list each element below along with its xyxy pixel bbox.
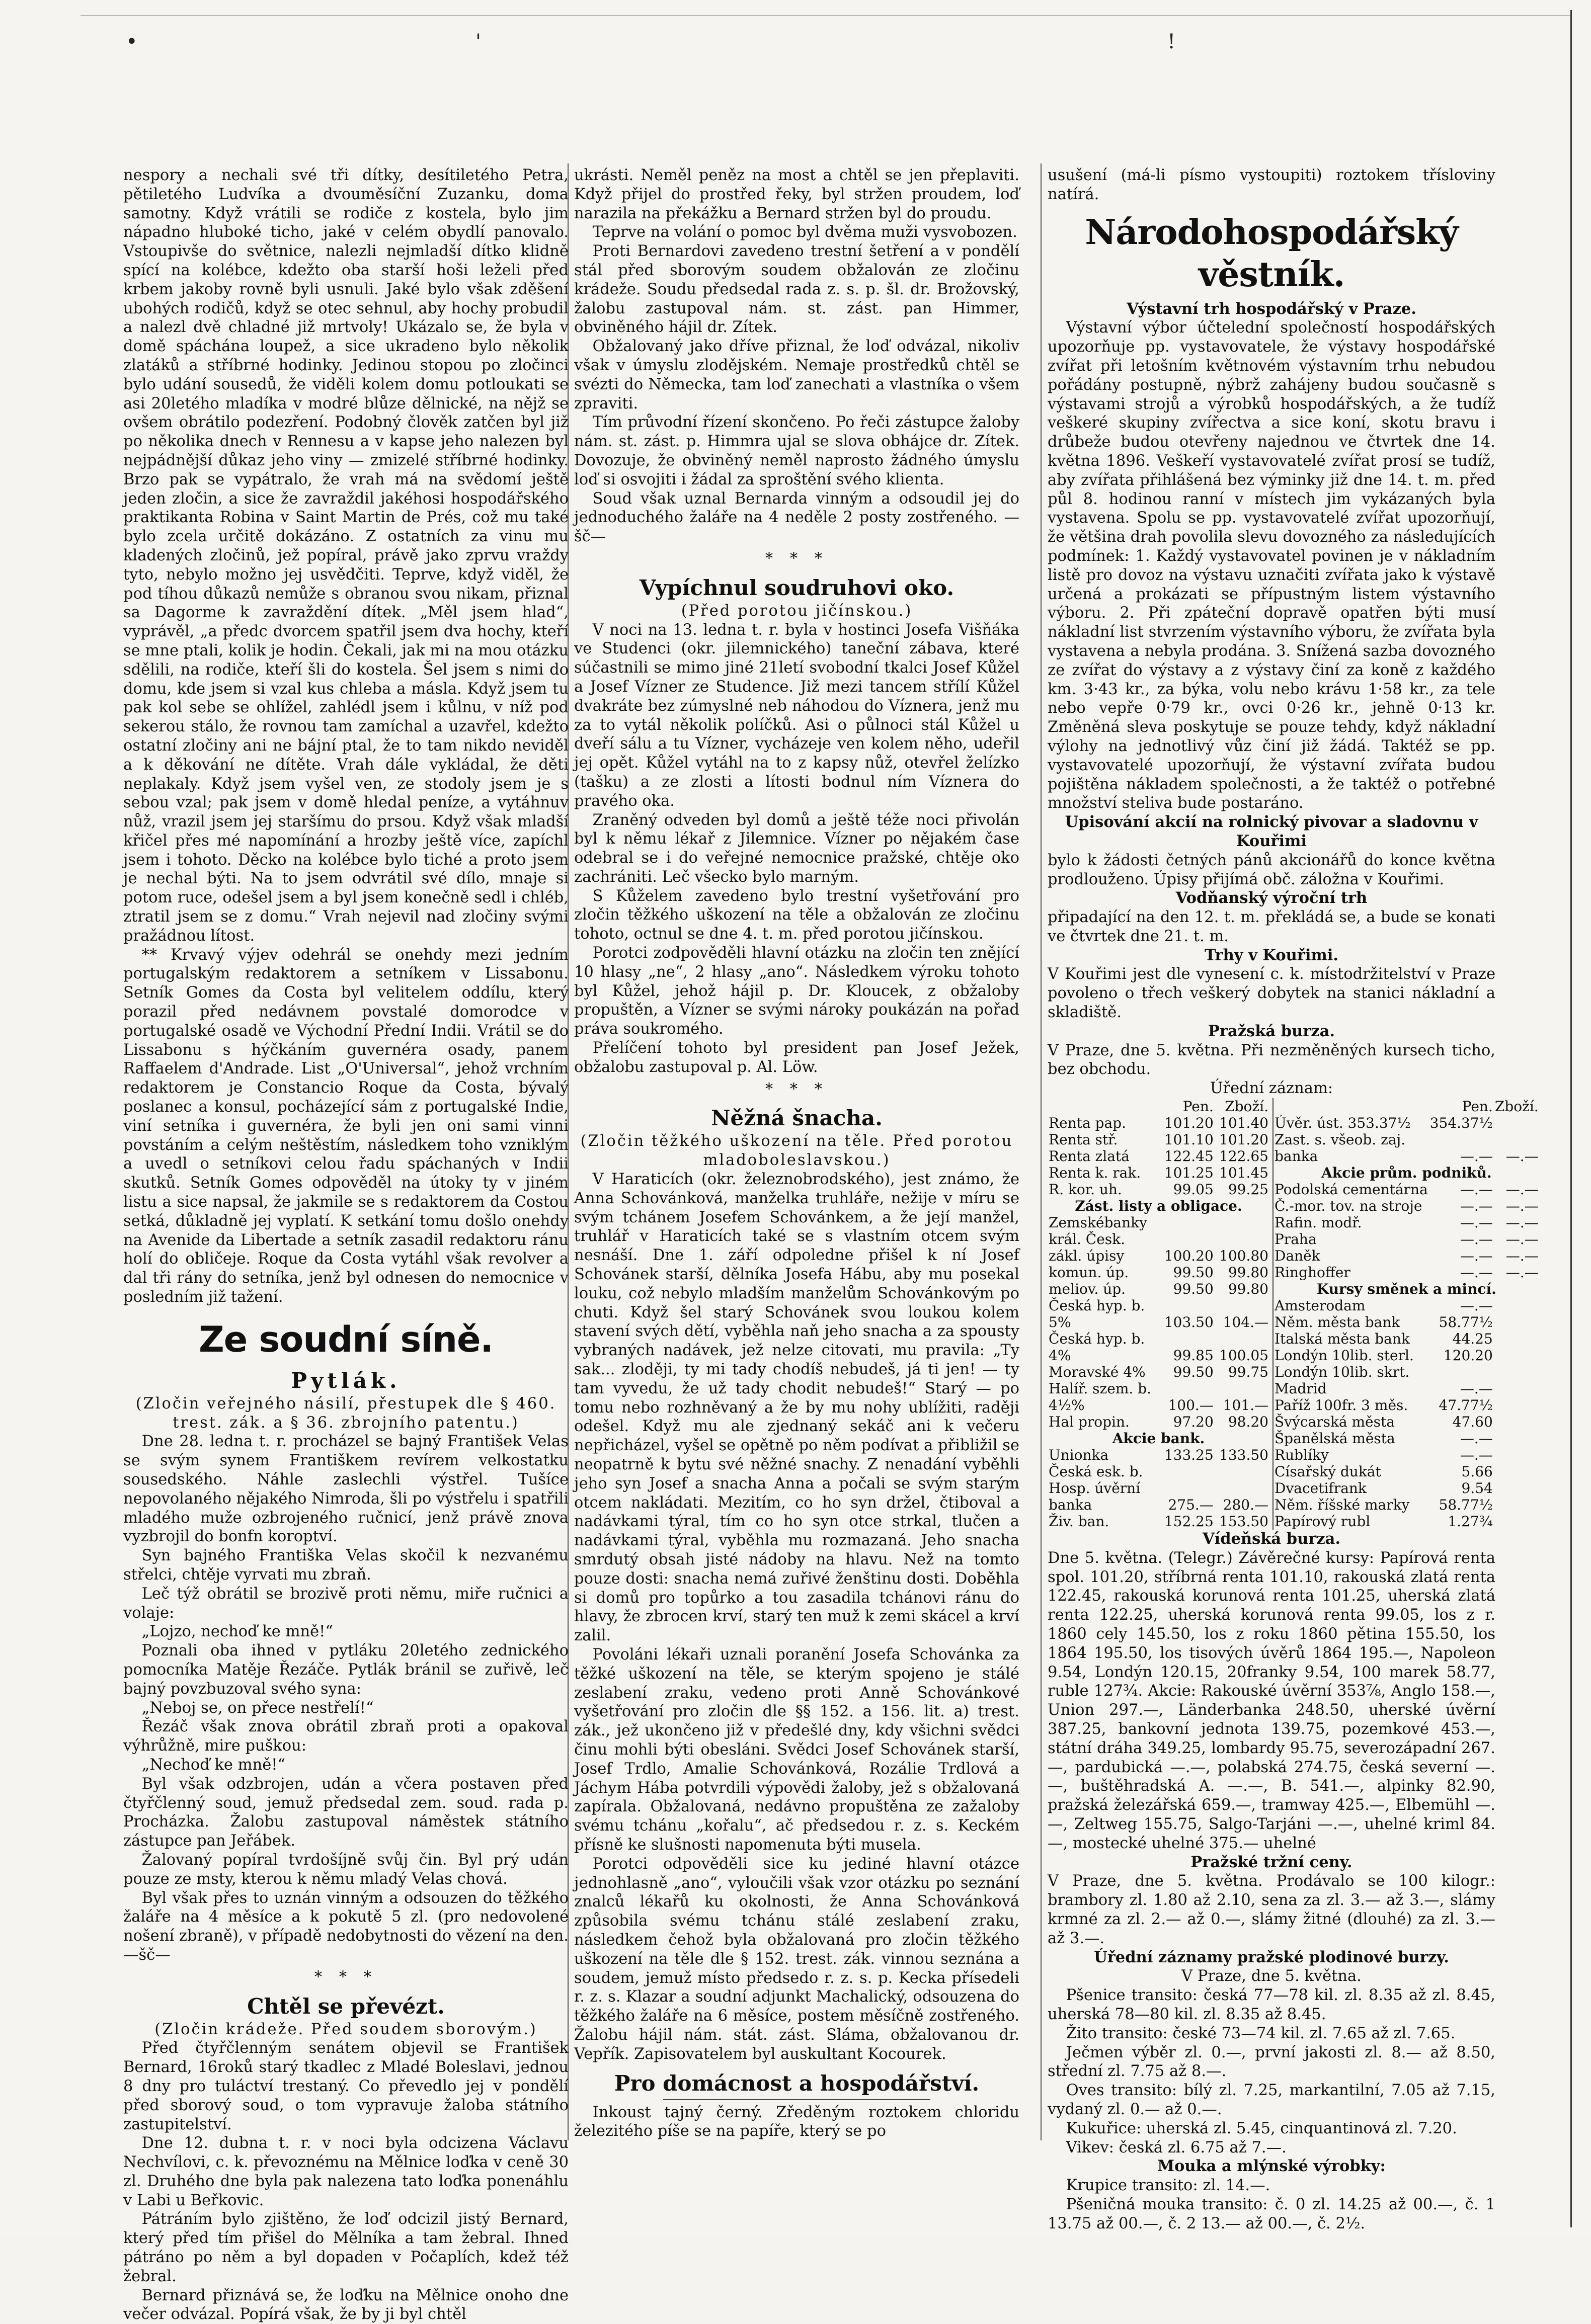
exchange-tables [1048, 1098, 1539, 1530]
paragraph: V Praze, dne 5. května. Prodávalo se 100 kilogr.: brambory zl. 1.80 až 2.10, sena za zl. 3.— až 3.—, slámy krmné za zl. 2.— až 0.—, slámy žitné (dlouhé) za zl. 3.— až 3.—. [1048, 1872, 1495, 1947]
table-row [1048, 1297, 1269, 1314]
table-cell: 100.05 [1219, 1347, 1268, 1364]
table-cell: —.— [1505, 1181, 1539, 1198]
table-cell: Akcie prům. podniků. [1321, 1165, 1492, 1182]
paragraph: Přelíčení tohoto byl president pan Josef Ježek, obžalobu zastupoval p. Al. Löw. [574, 1039, 1019, 1076]
table-cell: 133.25 [1164, 1447, 1214, 1464]
article-subheading: (Před porotou jičínskou.) [681, 602, 913, 620]
table-cell: 100.20 [1164, 1248, 1214, 1265]
table-row [1048, 1414, 1269, 1430]
table-cell [1494, 1414, 1540, 1430]
print-mark: ' [475, 30, 481, 53]
table-cell: —.— [1460, 1198, 1493, 1215]
table-cell: 101.45 [1219, 1165, 1268, 1182]
table-cell: 1.27¾ [1448, 1513, 1493, 1530]
table-cell: 4% [1049, 1347, 1071, 1364]
article-heading: Vypíchnul soudruhovi oko. [639, 575, 954, 600]
paragraph: Obžalovaný jako dříve přiznal, že loď odvázal, nikoliv však v úmyslu zlodějském. Nemaje prostředků chtěl se svézti do Německa, tam loď zanechati a vlastníka o všem zpraviti. [574, 338, 1019, 412]
rates-table [1274, 1098, 1540, 1530]
article-heading: Pražské tržní ceny. [1190, 1853, 1353, 1871]
table-row [1274, 1331, 1540, 1347]
table-cell: Kursy směnek a mincí. [1316, 1281, 1496, 1298]
paragraph: V Haraticích (okr. železnobrodského), jest známo, že Anna Schovánková, manželka truhláře, nežije v míru se svým tchánem Josefem Schovánkem, a že její manžel, truhlář v Haraticích také se s vlastním otcem svým nesnáší. Dne 1. září odpoledne přišel k ní Josef Schovánek starší, dělníka Josefa Hábu, aby mu posekal louku, což nebylo mladším manželům Schovánkovým po chuti. Když šel starý Schovánek svou loukou kolem stavení svých dětí, vyběhla naň jeho snacha a za spousty vybraných nadávek, jež nelze citovati, mu pravila: „Ty sak... zloději, ty mi tady chodíš nebudeš, já ti jen! — ty tam vyvedu, že už tady chodit nebudeš!“ Starý — po tomu nebo rozhněvaný a že by mu nohy ublížiti, raději odešel. Když mu ale zjednaný sekáč ani k večeru nepřicházel, vyšel se opětně po něm podívat a přibližil se neopatrně k bytu své něžné snachy. Z nenadání vyběhli jeho syn Josef a snacha Anna a počali se svým starým otcem nakládati. Mezitím, co ho syn držel, čtiboval a nadávkami týral, tím co ho syn otce strkal, tlučen a nadávkami týral, vyběhla mu rozmazaná. Jeho snacha smrdutý obsah jisté nádoby na hlavu. Než na tomto pouze dosti: snacha nemá zuřivé ženštinu dosti. Doběhla si domů pro topůrko a tou zasadila tchánovi ránu do hlavy, že zbrocen krví, starý ten muž k zemi skácel a krví zalil. [574, 1171, 1019, 1645]
table-cell: 133.50 [1219, 1447, 1268, 1464]
paragraph: Byl však přes to uznán vinným a odsouzen do těžkého žaláře na 4 měsíce a k pokutě 5 zl. (pro nedovolené nošení zbraně), v případě nedobytnosti do vězení na den. —šč— [123, 1889, 569, 1964]
article-subheading: (Zločin krádeže. Před soudem sborovým.) [154, 2020, 537, 2038]
table-cell [1215, 1463, 1269, 1480]
table-cell: R. kor. uh. [1049, 1181, 1122, 1198]
paragraph: „Neboj se, on přece nestřelí!“ [141, 1699, 374, 1717]
table-row [1274, 1248, 1540, 1264]
paragraph: ukrásti. Neměl peněz na most a chtěl se jen přeplaviti. Když přijel do prostřed řeky, byl stržen proudem, loď narazila na překážku a Bernard stržen byl do proudu. [574, 167, 1019, 222]
table-row [1048, 1264, 1269, 1281]
table-cell: 97.20 [1173, 1414, 1214, 1431]
table-cell: 101.20 [1164, 1115, 1214, 1132]
section-heading: Národohospodářský věstník. [1085, 212, 1458, 295]
table-cell: banka [1275, 1148, 1318, 1165]
table-row [1048, 1115, 1269, 1131]
paragraph: Dne 5. května. (Telegr.) Závěrečné kursy: Papírová renta spol. 101.20, stříbrná renta 101.10, rakouská zlatá renta 122.45, rakouská korunová renta 101.25, uherská zlatá renta 122.25, uherská korunová renta 99.05, los z r. 1860 cely 145.50, los z roku 1860 pětina 155.50, los 1864 195.50, los tisových úvěrů 1864 195.—, Napoleon 9.54, Londýn 120.15, 20franky 9.54, 100 marek 58.77, ruble 127¾. Akcie: Rakouské úvěrní 353⅞, Anglo 158.—, Union 297.—, Länderbanka 248.50, uherské úvěrní 387.25, bankovní jednota 139.75, pozemkové 453.—, státní dráha 349.25, lombardy 95.75, severozápadní 267.—, pardubická —.—, polabská 274.75, česká severní —.—, buštěhradská A. —.—, B. 541.—, alpinky 82.90, pražská železářská 659.—, tramway 425.—, Elbemühl —.—, Zeltweg 155.75, Salgo-Tarjáni —.—, uhelné kriml 84.—, mostecké uhelné 375.— uhelné [1048, 1549, 1495, 1852]
table-cell: Paříž 100fr. 3 měs. [1275, 1397, 1408, 1414]
table-cell [1429, 1364, 1494, 1380]
table-cell: 5.66 [1461, 1463, 1493, 1480]
table-cell: Česká esk. b. [1049, 1463, 1143, 1480]
table-cell [1494, 1463, 1540, 1480]
table-cell: Něm. říšské marky [1275, 1497, 1410, 1514]
table-cell [1160, 1463, 1215, 1480]
table-cell: 101.20 [1219, 1131, 1268, 1148]
table-row [1274, 1214, 1540, 1231]
table-cell: zákl. úpisy [1049, 1248, 1125, 1265]
table-row [1048, 1181, 1269, 1198]
table-row [1274, 1281, 1540, 1297]
paragraph: Výstavní výbor účtelední společností hospodářských upozorňuje pp. vystavovatele, že výstavy hospodářské zvířat při letošním květnovém výstavním trhu nebudou pořádány postupně, nýbrž zahájeny budou současně s výstavami strojů a výrobků hospodářských, a že tudíž veškeré skupiny zvířectva a sice koní, skotu bravu i drůbeže budou otevřeny najednou ve čtvrtek dne 14. května 1896. Veškeří vystavovatelé zvířat prosí se tudíž, aby zvířata přihlášená bez výminky již dne 14. t. m. před půl 8. hodinou ranní v místech jim vykázaných byla vystavena. Spolu se pp. vystavovatelé zvířat upozorňují, že většina drah povolila slevu dovozného za následujících podmínek: 1. Každý vystavovatel povinen je v nákladním listě pro dovoz na výstavu uznačiti zvířata jako k výstavě určená a prokázati se přípustným listem výstavního výboru. 2. Při zpáteční dopravě opatřen býti musí nákladní list stvrzením výstavního výboru, že zvířata byla vystavena a nebyla prodána. 3. Snížená sazba dovozného ze zvířat do výstavy a z výstavy činí za koně z každého km. 3·43 kr., za býka, volu nebo krávu 1·58 kr., za tele nebo vepře 0·79 kr., ovci 0·26 kr., jehně 0·13 kr. Změněná sleva poskytuje se pouze tehdy, když nákladní výlohy na jednotlivý vůz činí již žádá. Taktéž se pp. vystavovatelé upozorňují, že výstavní zvířata budou pojištěna nákladem společnosti, a že taktéž o potřebné množství steliva bude postaráno. [1048, 319, 1495, 812]
paragraph: Žalovaný popíral tvrdošíjně svůj čin. Byl prý udán pouze ze msty, kterou k němu mladý Velas chová. [123, 1851, 569, 1888]
table-cell: Amsterodam [1275, 1297, 1366, 1314]
table-cell: Italská města bank [1275, 1331, 1410, 1348]
table-cell: 280.— [1223, 1497, 1268, 1514]
table-cell: Živ. ban. [1049, 1513, 1109, 1530]
table-row [1048, 1214, 1269, 1231]
paragraph: „Lojzo, nechoď ke mně!“ [141, 1623, 333, 1641]
table-cell: 122.65 [1219, 1148, 1268, 1165]
table-row [1048, 1497, 1269, 1513]
paragraph: bylo k žádosti četných pánů akcionářů do konce května prodlouženo. Úpisy přijímá obč. záložna v Kouřimi. [1048, 851, 1495, 888]
column-rule [1041, 163, 1042, 2140]
table-cell [1494, 1497, 1540, 1513]
table-cell [1494, 1480, 1540, 1497]
table-cell: 120.20 [1443, 1347, 1493, 1364]
table-cell: Renta k. rak. [1049, 1165, 1141, 1182]
paragraph: Leč týž obrátil se brozivě proti němu, miře ručnici a volaje: [123, 1585, 569, 1622]
table-cell [1215, 1380, 1269, 1397]
table-cell: —.— [1505, 1264, 1539, 1281]
table-cell: 101.— [1223, 1397, 1268, 1414]
table-cell [1494, 1347, 1540, 1364]
paragraph: Porotci odpověděli sice ku jediné hlavní otázce jednohlasně „ano“, vyloučili však vzor otázku po seznání znalců lékařů ku okolnosti, že Anna Schovánková způsobila svému tchánu stálé zeslabení zraku, následkem čehož byla obžalovaná pro zločin těžkého uškození na těle dle § 152. trest. zák. vinnou seznána a soudem, jemuž místo předsedo r. z. s. p. Kecka přísedeli r. z. s. Klazar a soudní adjunkt Machalický, odsouzena do těžkého žaláře na 6 měsíce, postem měsíčně zostřeného. Žalobu hájil nám. stát. zást. Sláma, obžalovanou dr. Vepřík. Zapisovatelem byl auskultant Kocourek. [574, 1855, 1019, 2063]
print-mark: • [126, 30, 138, 53]
table-cell: Halíř. szem. b. [1049, 1380, 1151, 1397]
table-cell: 354.37½ [1429, 1115, 1493, 1132]
paragraph: ** Krvavý výjev odehrál se onehdy mezi jedním portugalským redaktorem a setníkem v Lissabonu. Setník Gomes da Costa byl velitelem oddílu, který porazil před nedávnem povstalé domorodce v portugalské osadě ve Východní Přední Indii. Vrátil se do Lissabonu s hýčkáním guvernéra osady, panem Raffaelem d'Andrade. List „O'Universal“, jehož vrchním redaktorem je Constancio Roque da Costa, bývalý poslanec a konsul, pocházející sám z portugalské Indie, viní setníka i guvernéra, že byli jen oni sami vinni povstáním a celým neštěstím, následkem toho vzniklým a uvedl o setníkovi celou řadu spáchaných v Indii skutků. Setník Gomes odpověděl na útoky ty v jiném listu a sice napsal, že jakmile se s redaktorem da Costou setká, důkladně jej vyplatí. K setkání tomu došlo onehdy na Avenide da Libertade a setník zasadil redaktoru ránu holí do obličeje. Roque da Costa vytáhl však revolver a dal tři rány do setníka, jenž byl odnesen do nemocnice v posledním již tažení. [123, 946, 569, 1306]
table-row [1048, 1463, 1269, 1480]
table-row [1048, 1165, 1269, 1181]
separator-stars: * * * [314, 1968, 378, 1986]
paragraph: Soud však uznal Bernarda vinným a odsoudil jej do jednoduchého žaláře na 4 neděle 2 posty zostřeného. —šč— [574, 489, 1019, 546]
table-cell: meliov. úp. [1049, 1281, 1126, 1298]
table-cell: Císařský dukát [1275, 1463, 1381, 1480]
section-heading: Ze soudní síně. [198, 1318, 494, 1360]
paragraph: Řezáč však znova obrátil zbraň proti a opakoval výhrůžně, mire puškou: [123, 1718, 569, 1755]
table-cell: 58.77½ [1439, 1314, 1493, 1331]
table-cell [1494, 1397, 1540, 1414]
table-cell: 99.80 [1228, 1281, 1268, 1298]
exchange-table-left [1048, 1098, 1269, 1530]
table-caption: Úřední záznam: [1210, 1080, 1333, 1098]
table-cell: Madrid [1275, 1380, 1327, 1397]
table-row [1274, 1463, 1540, 1480]
table-row [1274, 1430, 1540, 1447]
table-cell: 122.45 [1164, 1148, 1214, 1165]
separator-stars: * * * [765, 1080, 829, 1098]
table-cell [1494, 1447, 1540, 1463]
separator-stars: * * * [765, 549, 829, 567]
table-cell: Č.-mor. tov. na stroje [1275, 1198, 1422, 1215]
table-cell: král. Česk. [1049, 1231, 1126, 1248]
table-cell: 152.25 [1164, 1513, 1214, 1530]
table-cell: 99.50 [1173, 1281, 1214, 1298]
table-row [1274, 1480, 1540, 1497]
table-row [1048, 1198, 1269, 1214]
paragraph: Zraněný odveden byl domů a ještě téže noci přivolán byl k němu lékař z Jilemnice. Vízner po nějakém čase odebral se i do veřejné nemocnice pražské, chtěje oko zachrániti. Leč všecko bylo marným. [574, 811, 1019, 886]
article-heading: Pytlák. [291, 1368, 401, 1393]
table-cell: Španělská města [1275, 1430, 1395, 1447]
table-cell: Rublíky [1275, 1447, 1329, 1464]
table-cell: 99.50 [1173, 1364, 1214, 1381]
article-heading: Upisování akcií na rolnický pivovar a sladovnu v Kouřimi [1065, 813, 1478, 850]
paragraph: Dne 28. ledna t. r. procházel se bajný František Velas se svým synem Františkem revírem velkostatku sousedského. Náhle zaslechli výstřel. Tušíce nepovolaného nějakého Nimroda, šli po výstřelu i spatřili mladého muže ozbrojeného ručnicí, jenž právě znova vyzbrojil do bonfn koroptví. [123, 1433, 569, 1546]
table-cell: 99.50 [1173, 1264, 1214, 1281]
table-cell: 104.— [1223, 1314, 1268, 1331]
article-heading: Trhy v Kouřimi. [1205, 946, 1338, 964]
table-cell: —.— [1460, 1214, 1493, 1231]
table-cell [1215, 1231, 1269, 1248]
table-cell: Zemskébanky [1049, 1214, 1147, 1231]
table-cell: Úvěr. úst. 353.37½ [1275, 1115, 1411, 1132]
table-cell [1429, 1131, 1494, 1148]
table-row [1274, 1314, 1540, 1331]
table-cell: 99.80 [1228, 1264, 1268, 1281]
table-cell: 153.50 [1219, 1513, 1268, 1530]
table-cell [1215, 1297, 1269, 1314]
table-row [1274, 1165, 1540, 1181]
table-cell: Londýn 10lib. sterl. [1275, 1347, 1414, 1364]
table-cell: 9.54 [1461, 1480, 1493, 1497]
table-row [1274, 1264, 1540, 1281]
table-row [1048, 1231, 1269, 1248]
paragraph: usušení (má-li písmo vystoupiti) roztokem třísloviny natírá. [1048, 167, 1495, 203]
table-cell: 103.50 [1164, 1314, 1214, 1331]
paragraph: V noci na 13. ledna t. r. byla v hostinci Josefa Višňáka ve Studenci (okr. jilemnického) taneční zábava, které súčastnili se mimo jiné 21letí svobodní tkalci Josef Kůžel a Josef Vízner ze Studence. Již mezi tancem střílí Kůžel dvakráte bez zúmyslné neb náhodou do Víznera, jenž mu za to vytál několik políčků. Asi o půlnoci stál Kůžel u dveří sálu a tu Vízner, vycházeje ven kolem něho, udeřil jej opět. Kůžel vytáhl na to z kapsy nůž, otevřel želízko (tašku) a ze zlosti a lítosti bodnul ním Víznera do pravého oka. [574, 621, 1019, 810]
table-cell: Hosp. úvěrní [1049, 1480, 1141, 1497]
table-cell: Moravské 4% [1049, 1364, 1146, 1381]
table-cell: 99.25 [1228, 1181, 1268, 1198]
paragraph: Porotci zodpověděli hlavní otázku na zločin ten znějící 10 hlasy „ne“, 2 hlasy „ano“. Následkem výroku tohoto byl Kůžel, jehož hájil p. Dr. Kloucek, z obžaloby propuštěn, a Vízner se svými nároky poukázán na pořad práva soukromého. [574, 944, 1019, 1038]
article-heading: Výstavní trh hospodářský v Praze. [1127, 299, 1416, 318]
table-row [1274, 1397, 1540, 1414]
table-header-row [1048, 1098, 1269, 1115]
table-cell: komun. úp. [1049, 1264, 1129, 1281]
paragraph: připadající na den 12. t. m. překládá se, a bude se konati ve čtvrtek dne 21. t. m. [1048, 908, 1495, 945]
table-cell [1494, 1380, 1540, 1397]
table-cell: 58.77½ [1439, 1497, 1493, 1514]
article-subheading: (Zločin těžkého uškození na těle. Před porotou mladoboleslavskou.) [580, 1132, 1013, 1170]
table-cell: Dvacetifrank [1275, 1480, 1367, 1497]
table-row [1048, 1347, 1269, 1364]
table-row [1048, 1480, 1269, 1497]
table-cell [1494, 1331, 1540, 1347]
paragraph: Krupice transito: zl. 14.—. [1066, 2177, 1270, 2195]
paragraph: Pšenice transito: česká 77—78 kil. zl. 8.35 až zl. 8.45, uherská 78—80 kil. zl. 8.35 až 8.45. [1048, 1986, 1495, 2023]
table-cell: —.— [1505, 1248, 1539, 1265]
table-cell: —.— [1460, 1264, 1493, 1281]
table-cell: 99.05 [1173, 1181, 1214, 1198]
article-heading: Úřední záznamy pražské plodinové burzy. [1094, 1948, 1449, 1966]
article-heading: Něžná šnacha. [711, 1106, 883, 1131]
column-header: Pen. [1462, 1098, 1493, 1115]
paragraph: Bernard přiznává se, že loďku na Mělnice onoho dne večer odvázal. Popírá však, že by ji byl chtěl [123, 2286, 569, 2323]
table-cell [1160, 1331, 1215, 1347]
table-row [1274, 1198, 1540, 1214]
table-cell: Ringhoffer [1275, 1264, 1350, 1281]
table-row [1274, 1181, 1540, 1198]
table-row [1048, 1380, 1269, 1397]
paragraph: V Praze, dne 5. května. [1181, 1967, 1362, 1985]
paragraph: Proti Bernardovi zavedeno trestní šetření a v pondělí stál před sborovým soudem obžalován ze zločinu krádeže. Soudu předsedal rada z. s. p. šl. dr. Brožovský, žalobu zastupoval nám. st. zást. pan Himmer, obviněného hájil dr. Zítek. [574, 242, 1019, 337]
table-cell: 100.80 [1219, 1248, 1268, 1265]
table-cell [1494, 1513, 1540, 1530]
table-header-row [1274, 1098, 1540, 1115]
article-subheading: (Zločin veřejného násilí, přestupek dle § 460. trest. zák. a § 36. zbrojního patentu.) [135, 1394, 556, 1432]
table-row [1048, 1314, 1269, 1331]
column-1 [123, 166, 569, 2323]
table-cell: —.— [1505, 1231, 1539, 1248]
table-row [1048, 1430, 1269, 1447]
table-cell: Unionka [1049, 1447, 1109, 1464]
table-cell: Česká hyp. b. [1049, 1331, 1145, 1348]
table-cell [1494, 1314, 1540, 1331]
table-cell: 99.85 [1173, 1347, 1214, 1364]
paragraph: Vikev: česká zl. 6.75 až 7.—. [1066, 2138, 1287, 2156]
paragraph: Oves transito: bílý zl. 7.25, markantilní, 7.05 až 7.15, vydaný zl. 0.— až 0.—. [1048, 2082, 1495, 2118]
table-cell: —.— [1505, 1148, 1539, 1165]
table-cell: —.— [1460, 1231, 1493, 1248]
table-row [1274, 1297, 1540, 1314]
table-cell: Renta pap. [1049, 1115, 1126, 1132]
paragraph: nespory a nechali své tři dítky, desítiletého Petra, pětiletého Ludvíka a dvouměsíční Zuzanku, doma samotny. Když vrátili se rodiče z kostela, bylo jim nápadno hluboké ticho, jaké v celém obydlí panovalo. Vstoupivše do světnice, nalezli nejmladší dítko klidně spící na kolébce, kdežto oba starší hoši leželi před krbem jakoby rovně byli usnuli. Jaké bylo však zděšení ubohých rodičů, když se otec sehnul, aby hochy probudil a nalezl dvě chladné již mrtvoly! Ukázalo se, že byla v domě spáchána loupež, a sice ukradeno bylo několik zlatáků a stříbrné hodinky. Jedinou stopou po zločinci bylo udání sousedů, že viděli kolem domu potloukati se asi 20letého mladíka v modré blůze dělnické, na nějž se ovšem obrátilo podezření. Podobný člověk zatčen byl již po několika dnech v Rennesu a v kapse jeho nalezen byl nejpádnější důkaz jeho viny — zmizelé stříbrné hodinky. Brzo pak se vypátralo, že vrah má na svědomí ještě jeden zločin, a sice že zavraždil jakéhosi hospodářského praktikanta Robina v Saint Martin de Prés, což mu také bylo zcela určitě dokázáno. Z ostatních za vinu mu kladených zločinů, jež popíral, právě jako zprvu vraždy tyto, nebylo možno jej usvědčiti. Teprve, když viděl, že pod tíhou důkazů nemůže s obranou svou nikam, přiznal sa Dagorme k zavraždění dítek. „Měl jsem hlad“, vyprávěl, „a předc dvorcem spatřil jsem dva hochy, kteří se mne ptali, kolik je hodin. Čekali, jak mi na mou otázku sdělili, na rodiče, kteří šli do kostela. Šel jsem s nimi do domu, kde jsem si vzal kus chleba a másla. Když jsem tu pak kol sebe se ohlížel, zahlédl jsem i kůlnu, v níž pod sekerou stálo, že rovnou tam zamíchal a uzavřel, kdežto ostatní zločiny ani ne bájní ptal, že to tam nikdo neviděl a k děkování ne dítěte. Vrah dále vykládal, že děti neplakaly. Když jsem vyšel ven, ze stodoly jsem je s sebou vzal; pak jsem v domě hledal peníze, a vytáhnuv nůž, vrazil jsem jej staršímu do prsou. Když však mladší křičel přes mé napomínání a hrozby ještě více, zapíchl jsem i tohoto. Děcko na kolébce bylo tiché a proto jsem je nechal býti. Na to jsem odvrátil své dílo, mnaje si potom ruce, odešel jsem a byl jsem konečně sedl i chléb, ztratil jsem se z domu.“ Vrah nejevil nad zločiny svými pražádnou lítost. [123, 167, 569, 945]
table-cell: Zást. listy a obligace. [1075, 1198, 1242, 1215]
paragraph: Inkoust tajný černý. Zředěným roztokem chloridu železitého píše se na papíře, který se po [574, 2103, 1019, 2140]
column-header: Pen. [1182, 1098, 1214, 1115]
paragraph: Dne 12. dubna t. r. v noci byla odcizena Václavu Nechvílovi, c. k. převoznému na Mělnice loďka v ceně 30 zl. Druhého dne byla pak nalezena tato loďka ponenáhlu v Labi u Beřkovic. [123, 2134, 569, 2209]
table-cell: 5% [1049, 1314, 1071, 1331]
table-row [1274, 1497, 1540, 1513]
table-cell: Česká hyp. b. [1049, 1297, 1145, 1314]
table-cell: Zast. s. všeob. zaj. [1275, 1131, 1406, 1148]
table-cell: 101.40 [1219, 1115, 1268, 1132]
column-header: Zboží. [1225, 1098, 1268, 1115]
page-right-edge [1570, 10, 1577, 2227]
paragraph: Pátráním bylo zjištěno, že loď odcizil jistý Bernard, který před tím přišel do Mělníka a tam žebral. Ihned pátráno po něm a byl dopaden v Počaplích, kdež též žebral. [123, 2210, 569, 2285]
table-cell: —.— [1460, 1430, 1493, 1447]
table-cell [1494, 1131, 1540, 1148]
table-cell: Podolská cementárna [1275, 1181, 1428, 1198]
table-cell: —.— [1460, 1148, 1493, 1165]
table-cell: —.— [1505, 1198, 1539, 1215]
paragraph: Kukuřice: uherská zl. 5.45, cinquantinová zl. 7.20. [1066, 2119, 1457, 2137]
table-row [1274, 1148, 1540, 1165]
paragraph: S Kůželem zavedeno bylo trestní vyšetřování pro zločin těžkého uškození na těle a obžalován ze zločinu tohoto, octnul se dne 4. t. m. před porotou jičínskou. [574, 887, 1019, 943]
exchange-table-right [1272, 1098, 1539, 1530]
paragraph: Žito transito: české 73—74 kil. zl. 7.65 až zl. 7.65. [1066, 2024, 1456, 2042]
table-cell [1494, 1430, 1540, 1447]
table-cell [1494, 1115, 1540, 1131]
paragraph: Povoláni lékaři uznali poranění Josefa Schovánka za těžké uškození na těle, se kterým spojeno je stálé zeslabení zraku, vedeno proti Anně Schovánkové vyšetřování pro zločin dle §§ 152. a 156. lit. a) trest. zák., jež ukončeno již v předešlé dny, kdy všichni svědci činu mohli býti obesláni. Svědci Josef Schovánek starší, Josef Trdlo, Amalie Schovánková, Rozálie Trdlová a Jáchym Hába potvrdili výpovědi žaloby, jež s obžalovaná zapírala. Obžalovaná, nedávno propuštěna ze zažaloby svému tchánu „kořalu“, ač předsedou r. z. s. Keckém přísně ke slušnosti napomenuta býti musela. [574, 1645, 1019, 1854]
table-cell: —.— [1460, 1297, 1493, 1314]
paragraph: „Nechoď ke mně!“ [141, 1756, 286, 1774]
article-heading: Chtěl se převézt. [247, 1994, 445, 2019]
paragraph: Pšeničná mouka transito: č. 0 zl. 14.25 až 00.—, č. 1 13.75 až 00.—, č. 2 13.— až 00.—, č. 2½. [1048, 2195, 1495, 2232]
table-row [1048, 1131, 1269, 1148]
table-row [1274, 1380, 1540, 1397]
table-cell: 4½% [1049, 1397, 1085, 1414]
table-cell: —.— [1460, 1447, 1493, 1464]
table-cell: banka [1049, 1497, 1092, 1514]
paragraph: Byl však odzbrojen, udán a včera postaven před čtyřčlenný soud, jemuž předsedal zem. soud. rada p. Procházka. Žalobu zastupoval náměstek státního zástupce pan Jeřábek. [123, 1775, 569, 1850]
table-cell [1160, 1214, 1215, 1231]
table-cell: 99.75 [1228, 1364, 1268, 1381]
table-cell: 47.77½ [1439, 1397, 1493, 1414]
table-row [1274, 1364, 1540, 1380]
heading-rule [663, 2099, 930, 2100]
table-cell: —.— [1460, 1181, 1493, 1198]
table-row [1048, 1281, 1269, 1297]
paragraph: Poznali oba ihned v pytláku 20letého zednického pomocníka Matěje Řezáče. Pytlák bránil se zuřivě, leč bajný povzbuzoval svého syna: [123, 1642, 569, 1698]
table-cell [1160, 1480, 1215, 1497]
table-row [1274, 1347, 1540, 1364]
article-heading: Vodňanský výroční trh [1175, 889, 1368, 907]
paragraph: Ječmen výběr zl. 0.—, první jakosti zl. 8.— až 8.50, střední zl. 7.75 až 8.—. [1048, 2043, 1495, 2081]
article-heading: Pro domácnost a hospodářství. [614, 2070, 980, 2096]
table-cell [1215, 1331, 1269, 1347]
table-cell [1215, 1214, 1269, 1231]
paragraph: Syn bajného Františka Velas skočil k nezvanému střelci, chtěje vyrvati mu zbraň. [123, 1547, 569, 1584]
table-row [1048, 1447, 1269, 1463]
table-cell: 101.25 [1164, 1165, 1214, 1182]
paragraph: Teprve na volání o pomoc byl dvěma muži vysvobozen. [592, 223, 1017, 241]
rates-table [1048, 1098, 1269, 1530]
table-cell [1160, 1231, 1215, 1248]
table-cell: —.— [1505, 1214, 1539, 1231]
table-cell: 101.10 [1164, 1131, 1214, 1148]
table-cell: Daněk [1275, 1248, 1320, 1265]
table-cell: 100.— [1168, 1397, 1214, 1414]
print-mark: ! [1167, 30, 1176, 53]
table-cell: Praha [1275, 1231, 1317, 1248]
table-cell [1160, 1297, 1215, 1314]
table-cell: Renta stř. [1049, 1131, 1118, 1148]
table-row [1048, 1148, 1269, 1165]
table-cell [1215, 1480, 1269, 1497]
table-row [1274, 1115, 1540, 1131]
table-row [1048, 1364, 1269, 1380]
table-row [1274, 1513, 1540, 1530]
table-cell [1494, 1364, 1540, 1380]
page-top-edge [81, 15, 1571, 23]
table-row [1274, 1231, 1540, 1248]
table-cell: Papírový rubl [1275, 1513, 1371, 1530]
table-row [1274, 1131, 1540, 1148]
article-heading: Mouka a mlýnské výrobky: [1157, 2157, 1386, 2176]
table-cell: 47.60 [1452, 1414, 1493, 1431]
paragraph: V Kouřimi jest dle vynesení c. k. místodržitelství v Praze povoleno o třech veškerý dobytek na stanici nákladní a skladiště. [1048, 965, 1495, 1022]
table-cell: Švýcarská města [1275, 1414, 1395, 1431]
table-cell: Hal propin. [1049, 1414, 1130, 1431]
column-header: Zboží. [1494, 1098, 1539, 1115]
table-cell: —.— [1460, 1380, 1493, 1397]
table-cell [1494, 1297, 1540, 1314]
table-cell: 44.25 [1452, 1331, 1493, 1348]
table-cell [1160, 1380, 1215, 1397]
table-cell: Rafin. modř. [1275, 1214, 1362, 1231]
table-cell: Něm. města bank [1275, 1314, 1400, 1331]
table-row [1048, 1248, 1269, 1264]
paragraph: Tím průvodní řízení skončeno. Po řeči zástupce žaloby nám. st. zást. p. Himmra ujal se slova obhájce dr. Zítek. Dovozuje, že obviněný neměl naprosto žádného úmyslu loď si osvojiti i žádal za sproštění svého klienta. [574, 413, 1019, 488]
table-row [1048, 1397, 1269, 1414]
table-row [1048, 1513, 1269, 1530]
article-heading: Vídeňská burza. [1202, 1530, 1341, 1548]
table-cell: Londýn 10lib. skrt. [1275, 1364, 1410, 1381]
paragraph: Před čtyřčlenným senátem objevil se František Bernard, 16roků starý tkadlec z Mladé Boleslavi, jednou 8 dny pro tuláctví trestaný. Co převedlo jej v pondělí před sborový soud, o tom vypravuje žaloba státního zastupitelství. [123, 2039, 569, 2133]
table-row [1274, 1447, 1540, 1463]
table-cell: —.— [1460, 1248, 1493, 1265]
article-heading: Pražská burza. [1208, 1022, 1335, 1040]
table-cell: 98.20 [1228, 1414, 1268, 1431]
paragraph: V Praze, dne 5. května. Při nezměněných kursech ticho, bez obchodu. [1048, 1041, 1495, 1078]
table-cell: Renta zlatá [1049, 1148, 1130, 1165]
column-3 [1048, 166, 1539, 2232]
column-2 [574, 166, 1019, 2153]
table-row [1274, 1414, 1540, 1430]
table-cell: 275.— [1168, 1497, 1214, 1514]
table-row [1048, 1331, 1269, 1347]
table-cell: Akcie bank. [1112, 1430, 1205, 1447]
